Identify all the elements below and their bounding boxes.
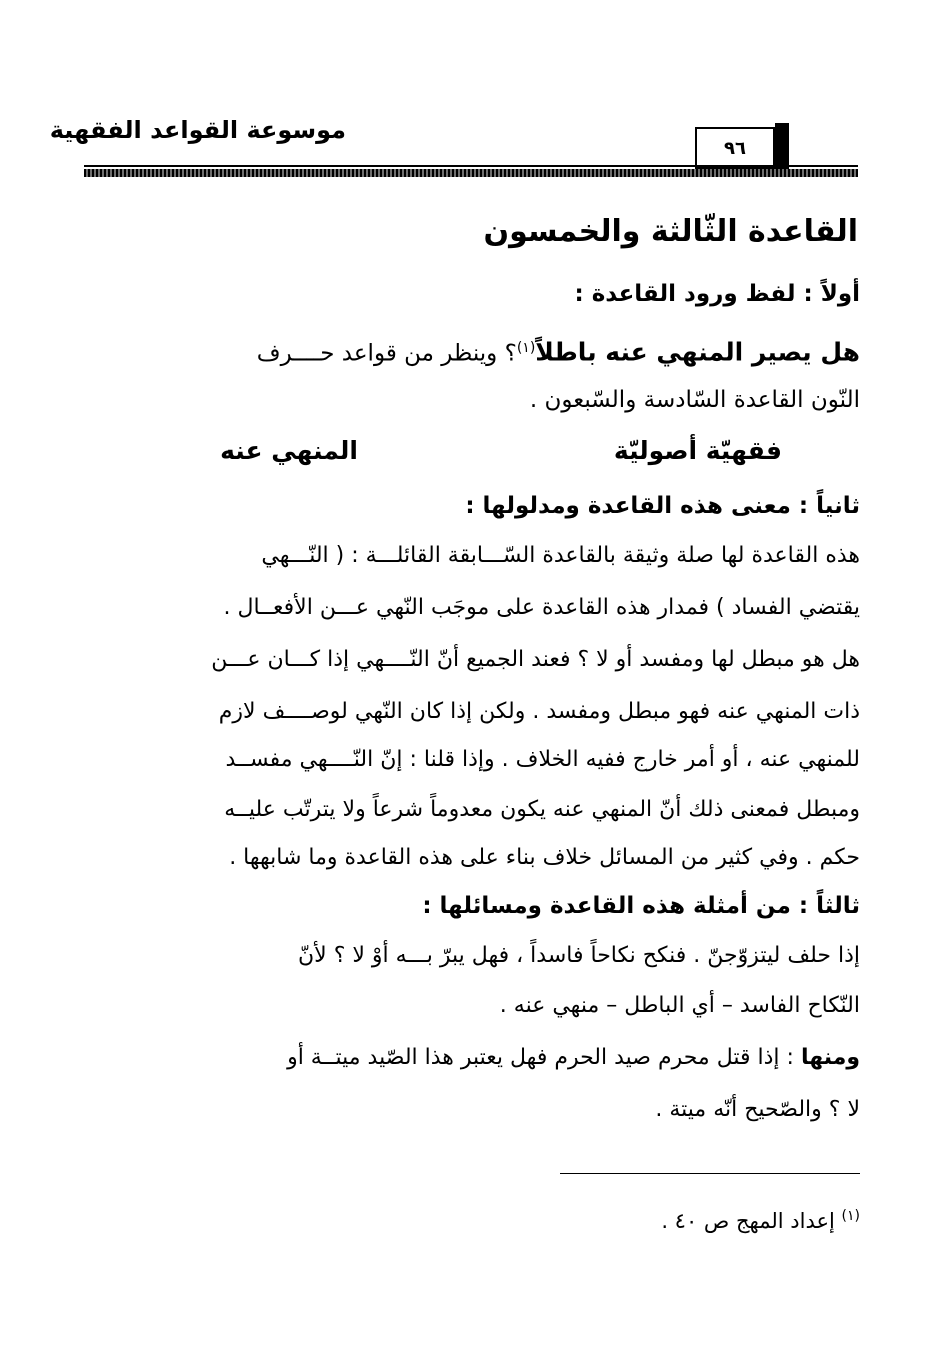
page-number: ٩٦ — [724, 137, 746, 159]
section2-line: هل هو مبطل لها ومفسد أو لا ؟ فعند الجميع أنّ النّــــهي إذا كـــان عـــن — [211, 647, 860, 672]
section3-line: النّكاح الفاسد – أي الباطل – منهي عنه . — [499, 993, 860, 1018]
question-bold: هل يصير المنهي عنه باطلاً — [535, 337, 860, 367]
section3-line: إذا حلف ليتزوّجنّ . فنكح نكاحاً فاسداً ، فهل يبرّ بـــه أوْ لا ؟ لأنّ — [298, 943, 860, 968]
section2-line: هذه القاعدة لها صلة وثيقة بالقاعدة السّـــابقة القائلـــة : ( النّـــهي — [261, 543, 860, 568]
page-number-box — [695, 127, 775, 169]
footnote — [661, 1198, 860, 1239]
section1-question-line — [84, 330, 860, 372]
classification-left: المنهي عنه — [220, 436, 358, 465]
section2-line: للمنهي عنه ، أو أمر خارج ففيه الخلاف . وإذا قلنا : إنّ النّــــهي مفســد — [225, 747, 860, 772]
minha-label: ومنها — [800, 1045, 860, 1070]
section2-line: يقتضي الفساد ) فمدار هذه القاعدة على موجَب النّهي عـــن الأفعــال . — [223, 595, 860, 620]
section3-line-minha — [84, 1040, 860, 1076]
header-rule — [84, 169, 858, 177]
section2-line: حكم . وفي كثير من المسائل خلاف بناء على هذه القاعدة وما شابهها . — [229, 845, 860, 870]
section2-heading: ثانياً : معنى هذه القاعدة ومدلولها : — [465, 493, 860, 519]
section1-heading: أولاً : لفظ ورود القاعدة : — [574, 281, 860, 307]
running-title: موسوعة القواعد الفقهية — [49, 116, 346, 144]
section3-heading: ثالثاً : من أمثلة هذه القاعدة ومسائلها : — [422, 893, 860, 919]
footnote-rule — [560, 1173, 860, 1174]
minha-rest: : إذا قتل محرم صيد الحرم فهل يعتبر هذا الصّيد ميتــة أو — [287, 1045, 794, 1070]
classification-right: فقهيّة أصوليّة — [613, 436, 782, 465]
section3-line: لا ؟ والصّحيح أنّه ميتة . — [655, 1097, 860, 1122]
section2-line: ومبطل فمعنى ذلك أنّ المنهي عنه يكون معدوماً شرعاً ولا يترتّب عليــه — [224, 797, 860, 822]
footnote-text: إعداد المهج ص ٤٠ . — [661, 1209, 835, 1233]
section2-line: ذات المنهي عنه فهو مبطل ومفسد . ولكن إذا كان النّهي لوصــــف لازم — [218, 699, 860, 724]
rule-title: القاعدة الثّالثة والخمسون — [483, 214, 858, 249]
header-rule-thin — [84, 165, 858, 167]
footnote-mark-inline: (١) — [516, 340, 536, 356]
footnote-mark: (١) — [841, 1208, 860, 1224]
section1-line2: النّون القاعدة السّادسة والسّبعون . — [529, 387, 860, 413]
question-rest: ؟ وينظر من قواعد حــــرف — [256, 340, 517, 367]
